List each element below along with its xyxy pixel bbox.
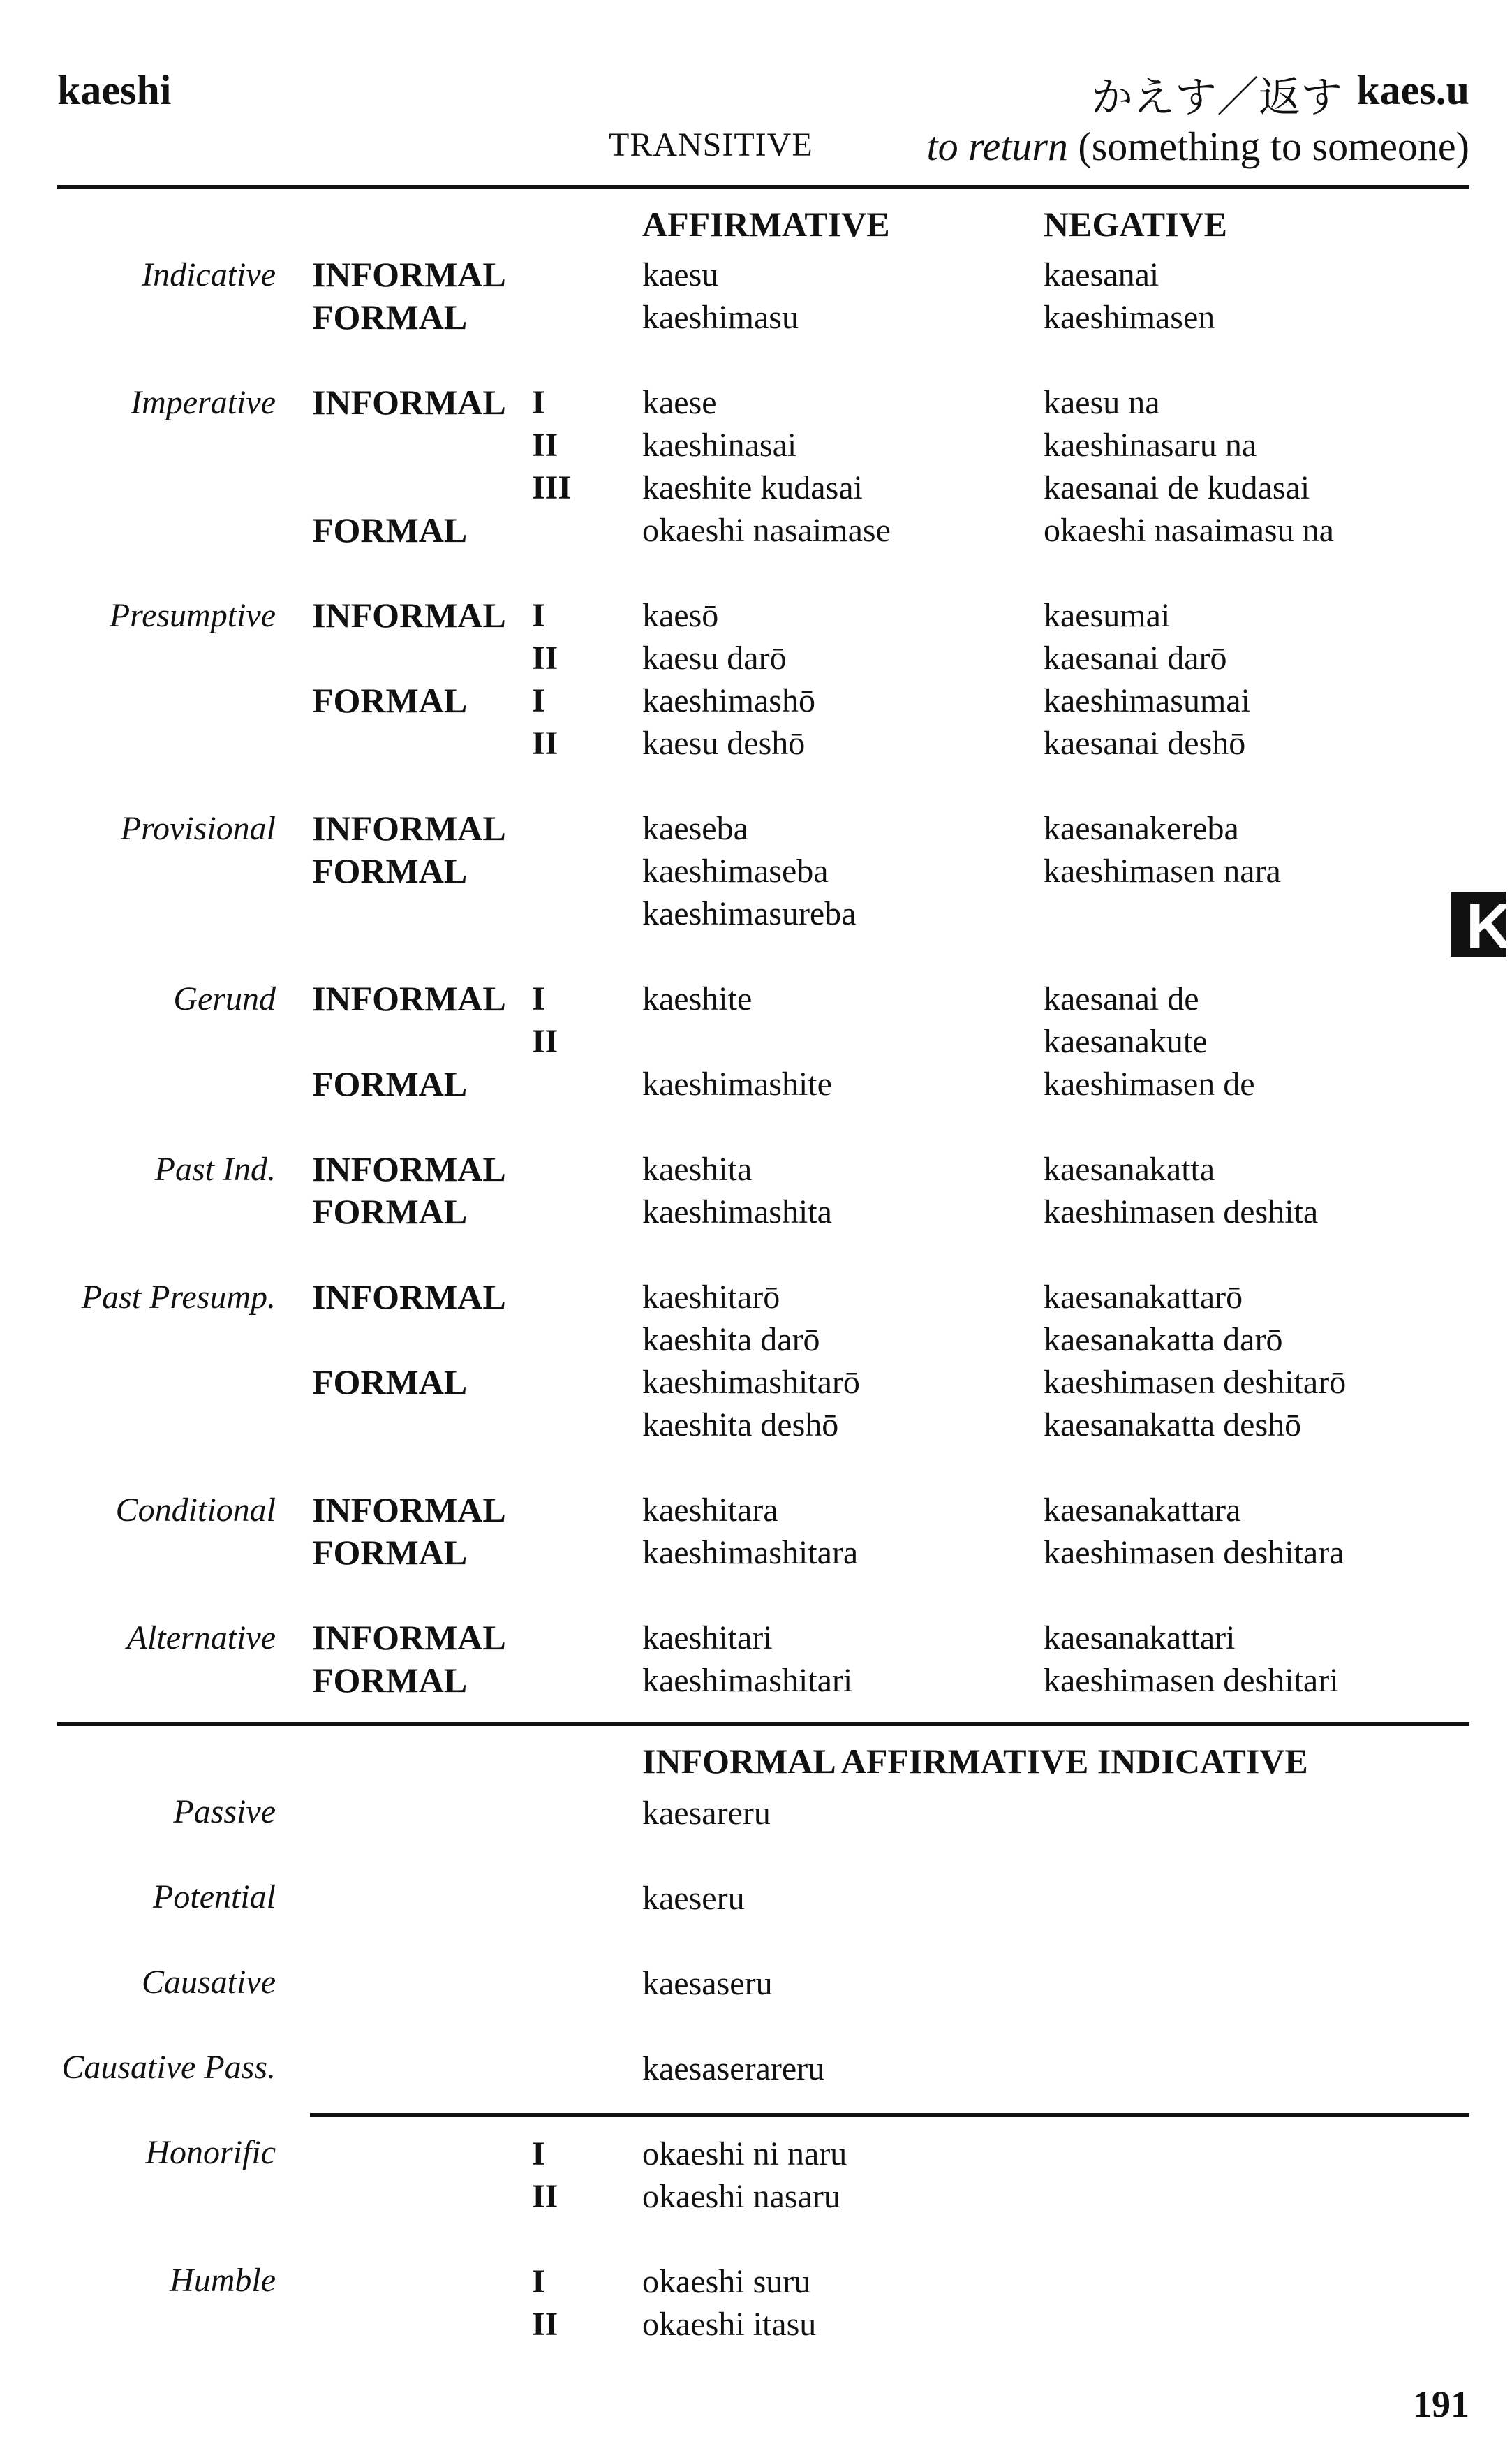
mood-potential: Potential xyxy=(153,1878,276,1915)
entry-gloss xyxy=(926,123,1469,170)
form-cell: okaeshi itasu xyxy=(642,2306,817,2343)
numeral: II xyxy=(532,640,558,677)
level-informal: INFORMAL xyxy=(312,809,506,848)
entry-dictionary-form: kaes.u xyxy=(1356,67,1469,113)
form-cell: kaesanakatta xyxy=(1044,1151,1215,1188)
form-cell: kaesanakatta darō xyxy=(1044,1321,1283,1358)
form-cell: kaesaseru xyxy=(642,1965,773,2002)
level-formal: FORMAL xyxy=(312,1533,468,1572)
level-informal: INFORMAL xyxy=(312,1149,506,1188)
form-cell: kaeshimashita xyxy=(642,1193,832,1230)
mood-causative-passive: Causative Pass. xyxy=(61,2049,276,2086)
thumb-index-tab xyxy=(1451,891,1512,962)
form-cell: kaesō xyxy=(642,597,719,634)
header-rule xyxy=(57,185,1469,189)
form-cell: kaeshite xyxy=(642,980,753,1017)
affirmative-heading: AFFIRMATIVE xyxy=(642,205,890,244)
level-informal: INFORMAL xyxy=(312,1618,506,1657)
numeral: II xyxy=(532,2306,558,2343)
level-informal: INFORMAL xyxy=(312,383,506,422)
negative-heading: NEGATIVE xyxy=(1044,205,1228,244)
level-informal: INFORMAL xyxy=(312,1277,506,1316)
form-cell: kaeshitarō xyxy=(642,1279,780,1316)
form-cell: kaesu na xyxy=(1044,384,1160,421)
form-cell: kaeshimasen deshitari xyxy=(1044,1662,1339,1699)
form-cell: kaesu darō xyxy=(642,640,787,677)
level-formal: FORMAL xyxy=(312,1064,468,1103)
form-cell: kaeshimashō xyxy=(642,682,815,719)
form-cell: kaeshitara xyxy=(642,1492,778,1529)
derived-heading: INFORMAL AFFIRMATIVE INDICATIVE xyxy=(642,1742,1308,1781)
numeral: II xyxy=(532,2178,558,2215)
numeral: I xyxy=(532,384,545,421)
level-formal: FORMAL xyxy=(312,851,468,890)
numeral: I xyxy=(532,682,545,719)
mood-past-presump: Past Presump. xyxy=(81,1279,276,1316)
thumb-tab-letter: K xyxy=(1466,891,1512,962)
numeral: I xyxy=(532,2135,545,2172)
form-cell: kaeshita deshō xyxy=(642,1406,839,1443)
form-cell: kaesumai xyxy=(1044,597,1171,634)
numeral: I xyxy=(532,980,545,1017)
mood-gerund: Gerund xyxy=(173,980,276,1017)
form-cell: kaeshimashitara xyxy=(642,1534,859,1571)
mood-indicative: Indicative xyxy=(142,256,276,293)
form-cell: kaeshimasen de xyxy=(1044,1066,1255,1103)
form-cell: kaeshimasen deshitara xyxy=(1044,1534,1344,1571)
gloss-rest: (something to someone) xyxy=(1067,124,1469,169)
mood-imperative: Imperative xyxy=(131,384,276,421)
mood-presumptive: Presumptive xyxy=(109,597,276,634)
numeral: I xyxy=(532,597,545,634)
form-cell: kaesanakattarō xyxy=(1044,1279,1243,1316)
form-cell: kaesanakattari xyxy=(1044,1619,1236,1656)
level-informal: INFORMAL xyxy=(312,1490,506,1529)
numeral: II xyxy=(532,725,558,762)
mood-past-ind: Past Ind. xyxy=(154,1151,276,1188)
form-cell: kaesanakereba xyxy=(1044,810,1239,847)
form-cell: kaesaserareru xyxy=(642,2050,825,2087)
page-number: 191 xyxy=(1413,2383,1469,2425)
mood-alternative: Alternative xyxy=(126,1619,276,1656)
numeral: II xyxy=(532,427,558,464)
form-cell: kaesu xyxy=(642,256,719,293)
mood-passive: Passive xyxy=(173,1793,276,1830)
form-cell: kaeshimashitarō xyxy=(642,1364,860,1401)
form-cell: kaesanai darō xyxy=(1044,640,1227,677)
form-cell: kaesu deshō xyxy=(642,725,806,762)
mood-provisional: Provisional xyxy=(120,810,276,847)
mood-causative: Causative xyxy=(142,1964,276,2001)
level-informal: INFORMAL xyxy=(312,255,506,294)
level-informal: INFORMAL xyxy=(312,979,506,1018)
form-cell: kaeshinasaru na xyxy=(1044,427,1257,464)
form-cell: kaesanai deshō xyxy=(1044,725,1246,762)
numeral: III xyxy=(532,469,572,506)
form-cell: kaesanai xyxy=(1044,256,1159,293)
form-cell: kaeshimasu xyxy=(642,299,799,336)
form-cell: kaeshimasen deshita xyxy=(1044,1193,1319,1230)
form-cell: kaeshimasen deshitarō xyxy=(1044,1364,1347,1401)
form-cell: kaese xyxy=(642,384,717,421)
form-cell: kaeshitari xyxy=(642,1619,773,1656)
form-cell: kaeshinasai xyxy=(642,427,797,464)
form-cell: kaeshita darō xyxy=(642,1321,820,1358)
level-formal: FORMAL xyxy=(312,681,468,720)
form-cell: kaeshita xyxy=(642,1151,753,1188)
mood-humble: Humble xyxy=(170,2262,276,2299)
form-cell: kaeshimashitari xyxy=(642,1662,853,1699)
level-informal: INFORMAL xyxy=(312,596,506,635)
mood-conditional: Conditional xyxy=(115,1492,276,1529)
form-cell: kaesareru xyxy=(642,1795,771,1832)
form-cell: kaeseru xyxy=(642,1880,745,1917)
form-cell: kaesanakatta deshō xyxy=(1044,1406,1302,1443)
form-cell: kaeshite kudasai xyxy=(642,469,863,506)
form-cell: kaeshimasen nara xyxy=(1044,853,1281,890)
form-cell: okaeshi suru xyxy=(642,2263,811,2300)
form-cell: kaeseba xyxy=(642,810,748,847)
entry-kana-kanji: かえす／返す xyxy=(1091,73,1342,122)
form-cell: kaesanai de xyxy=(1044,980,1199,1017)
form-cell: kaeshimasureba xyxy=(642,895,857,932)
form-cell: kaeshimashite xyxy=(642,1066,832,1103)
numeral: II xyxy=(532,1023,558,1060)
entry-stem: kaeshi xyxy=(57,67,172,113)
form-cell: okaeshi nasaru xyxy=(642,2178,840,2215)
form-cell: kaeshimasen xyxy=(1044,299,1215,336)
level-formal: FORMAL xyxy=(312,1192,468,1231)
form-cell: kaesanai de kudasai xyxy=(1044,469,1310,506)
level-formal: FORMAL xyxy=(312,1362,468,1401)
form-cell: okaeshi nasaimasu na xyxy=(1044,512,1334,549)
form-cell: kaesanakute xyxy=(1044,1023,1208,1060)
form-cell: kaeshimasumai xyxy=(1044,682,1250,719)
numeral: I xyxy=(532,2263,545,2300)
level-formal: FORMAL xyxy=(312,510,468,550)
verb-type: TRANSITIVE xyxy=(609,126,813,163)
form-cell: okaeshi ni naru xyxy=(642,2135,847,2172)
level-formal: FORMAL xyxy=(312,297,468,337)
gloss-italic: to return xyxy=(926,124,1068,169)
form-cell: kaeshimaseba xyxy=(642,853,829,890)
polite-rule xyxy=(310,2113,1469,2117)
level-formal: FORMAL xyxy=(312,1661,468,1700)
form-cell: kaesanakattara xyxy=(1044,1492,1241,1529)
form-cell: okaeshi nasaimase xyxy=(642,512,891,549)
mood-honorific: Honorific xyxy=(145,2134,276,2171)
section-rule xyxy=(57,1722,1469,1726)
